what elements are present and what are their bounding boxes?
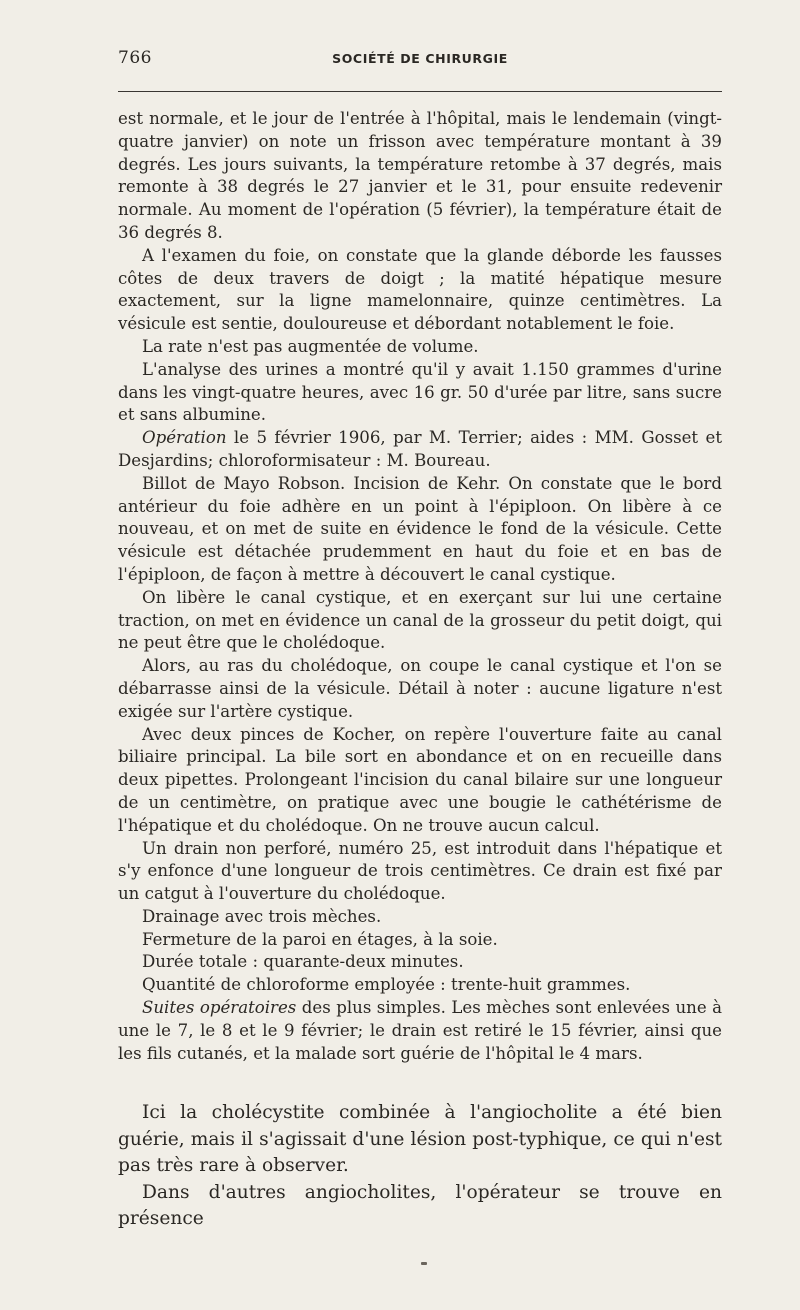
running-title: SOCIÉTÉ DE CHIRURGIE	[332, 51, 508, 66]
page-header	[118, 48, 722, 72]
paragraph: Dans d'autres angiocholites, l'opérateur se trouve en présence	[118, 1181, 722, 1229]
paragraph: Avec deux pinces de Kocher, on repère l'ouverture faite au canal biliaire principal. La bile sort en abondance et on en recueille dans deux pipettes. Prolongeant l'incision du canal bilaire sur une longueur de un centimètre, on pratique avec une bougie le cathétérisme de l'hépatique et du cholédoque. On ne trouve aucun calcul.	[118, 724, 722, 835]
print-mark	[421, 1262, 427, 1265]
paragraph: Ici la cholécystite combinée à l'angiocholite a été bien guérie, mais il s'agissait d'une lésion post-typhique, ce qui n'est pas très rare à observer.	[118, 1102, 722, 1176]
page-number: 766	[118, 48, 152, 68]
paragraph: On libère le canal cystique, et en exerçant sur lui une certaine traction, on met en évidence un canal de la grosseur du petit doigt, qui ne peut être que le cholédoque.	[118, 587, 722, 653]
paragraph: Drainage avec trois mèches.	[142, 906, 382, 926]
discussion-text	[118, 1100, 722, 1233]
paragraph: Alors, au ras du cholédoque, on coupe le canal cystique et l'on se débarrasse ainsi de la vésicule. Détail à noter : aucune ligature n'est exigée sur l'artère cystique.	[118, 656, 722, 721]
paragraph: Fermeture de la paroi en étages, à la soie.	[142, 929, 498, 949]
paragraph: La rate n'est pas augmentée de volume.	[142, 336, 479, 356]
paragraph	[118, 427, 722, 473]
paragraph: est normale, et le jour de l'entrée à l'hôpital, mais le lendemain (vingt-quatre janvier) on note un frisson avec température montant à 39 degrés. Les jours suivants, la température retombe à 37 degrés, mais remonte à 38 degrés le 27 janvier et le 31, pour ensuite redevenir normale. Au moment de l'opération (5 février), la température était de 36 degrés 8.	[118, 109, 722, 242]
italic-lead: Suites opératoires	[142, 998, 297, 1018]
paragraph	[118, 997, 722, 1065]
paragraph: L'analyse des urines a montré qu'il y avait 1.150 grammes d'urine dans les vingt-quatre heures, avec 16 gr. 50 d'urée par litre, sans sucre et sans albumine.	[118, 359, 722, 425]
paragraph-text: des plus simples. Les mèches sont enlevées une à une le 7, le 8 et le 9 février; le drain est retiré le 15 février, ainsi que les fils cutanés, et la malade sort guérie de l'hôpital le 4 mars.	[118, 998, 723, 1063]
paragraph: A l'examen du foie, on constate que la glande déborde les fausses côtes de deux travers de doigt ; la matité hépatique mesure exactement, sur la ligne mamelonnaire, quinze centimètres. La vésicule est sentie, douloureuse et débordant notablement le foie.	[118, 245, 722, 334]
paragraph-text: le 5 février 1906, par M. Terrier; aides : MM. Gosset et Desjardins; chloroformisateur : M. Boureau.	[118, 428, 722, 470]
paragraph: Quantité de chloroforme employée : trente-huit grammes.	[142, 975, 631, 995]
header-rule	[118, 91, 722, 92]
paragraph: Un drain non perforé, numéro 25, est introduit dans l'hépatique et s'y enfonce d'une longueur de trois centimètres. Ce drain est fixé par un catgut à l'ouverture du cholédoque.	[118, 838, 722, 904]
paragraph: Durée totale : quarante-deux minutes.	[142, 952, 464, 972]
paragraph: Billot de Mayo Robson. Incision de Kehr. On constate que le bord antérieur du foie adhère en un point à l'épiploon. On libère à ce nouveau, et on met de suite en évidence le fond de la vésicule. Cette vésicule est détachée prudemment en haut du foie et en bas de l'épiploon, de façon à mettre à découvert le canal cystique.	[118, 473, 722, 584]
case-report-text	[118, 108, 722, 1065]
italic-lead: Opération	[142, 428, 227, 448]
